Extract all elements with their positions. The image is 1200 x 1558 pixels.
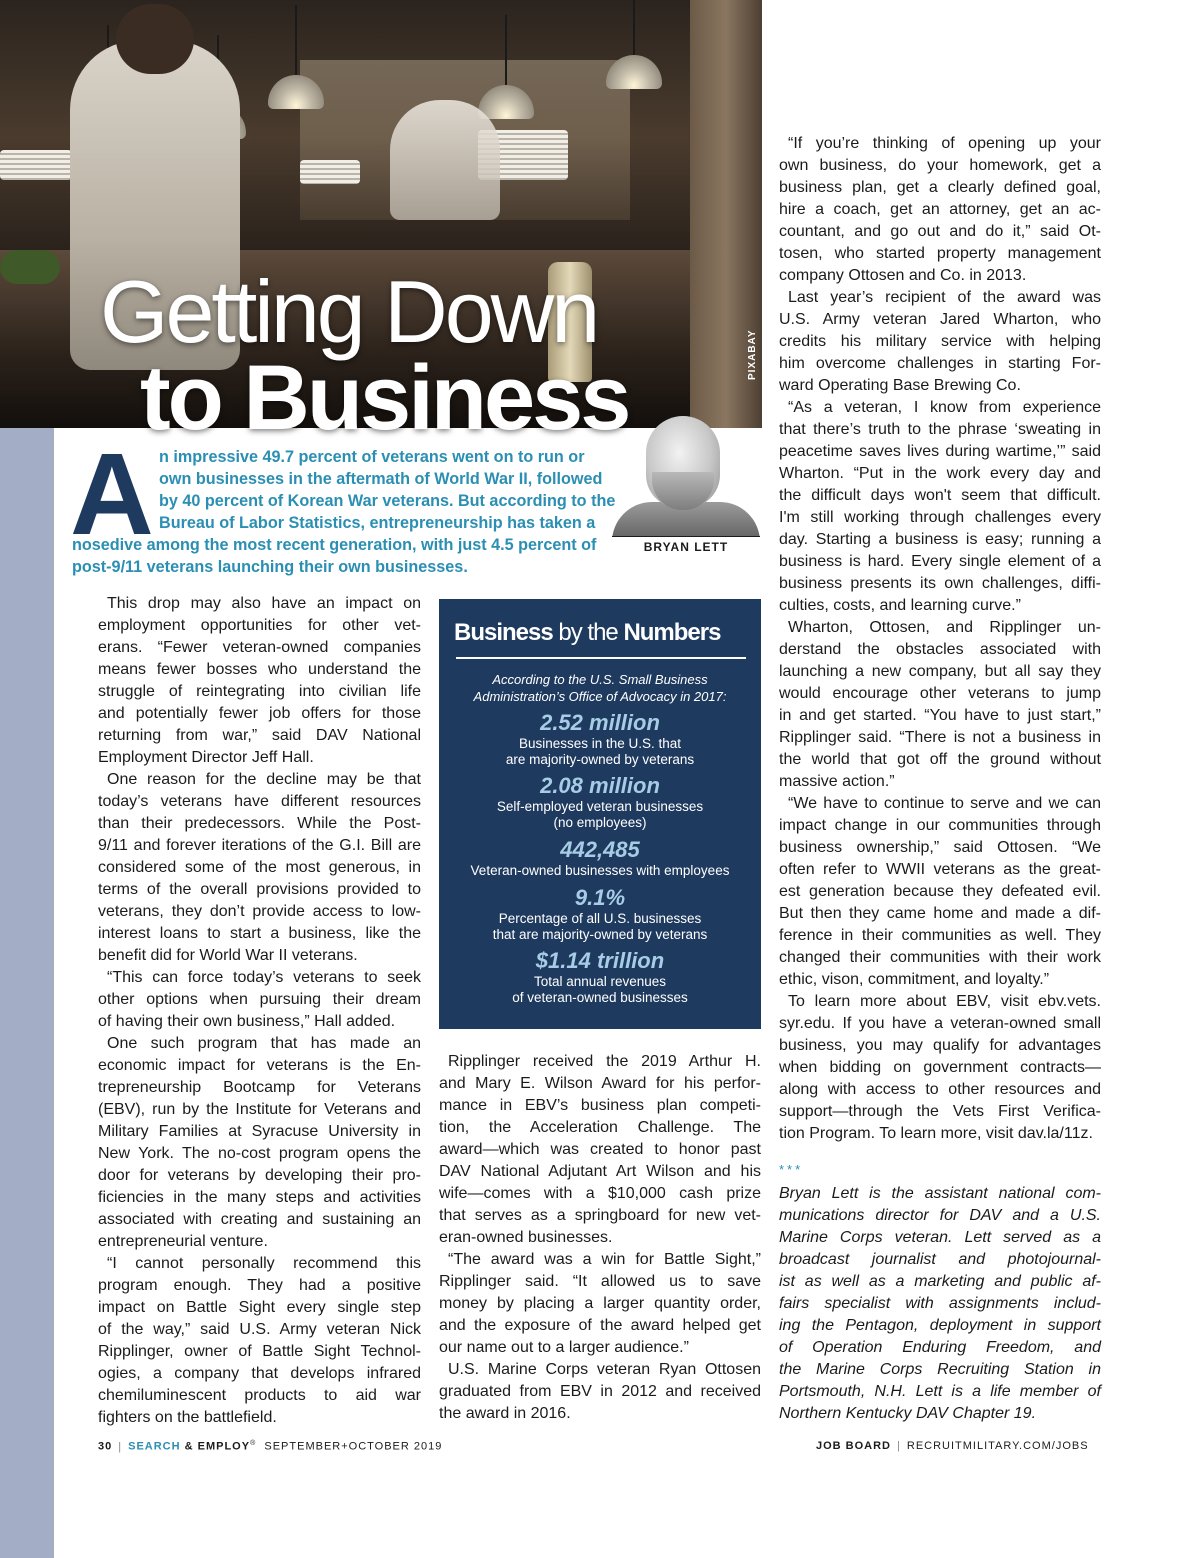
text-line: fighters on the battlefield. xyxy=(98,1409,277,1426)
stat-description: (no employees) xyxy=(553,815,647,830)
text-line: Ripplinger received the 2019 Arthur H. xyxy=(448,1053,761,1070)
job-board-label: JOB BOARD xyxy=(816,1440,892,1452)
stat-value: $1.14 trillion xyxy=(535,948,665,973)
text-line: Portsmouth, N.H. Lett is a life member of xyxy=(779,1383,1101,1400)
text-line: U.S. Marine Corps veteran Ryan Ottosen xyxy=(448,1361,761,1378)
text-line: broadcast journalist and photojournal- xyxy=(779,1251,1101,1268)
text-line: trepreneurship Bootcamp for Veterans xyxy=(98,1079,421,1096)
text-line: fairs specialist with assignments includ- xyxy=(779,1295,1101,1312)
text-line: would encourage other veterans to jump xyxy=(779,685,1101,702)
text-line: New York. The no-cost program opens the xyxy=(98,1145,421,1162)
box-subtitle: Administration’s Office of Advocacy in 2017: xyxy=(473,689,727,704)
author-bio xyxy=(779,1183,1101,1425)
text-line: Wharton, Ottosen, and Ripplinger un- xyxy=(788,619,1101,636)
intro-line: own businesses in the aftermath of World War II, followed xyxy=(159,470,603,488)
drop-cap: A xyxy=(70,429,154,559)
text-line: Military Families at Syracuse University in xyxy=(98,1123,421,1140)
text-line: culties, costs, and learning curve.” xyxy=(779,597,1021,614)
text-line: tosen, who started property management xyxy=(779,245,1101,262)
text-line: along with access to other resources and xyxy=(779,1081,1101,1098)
stat-description: of veteran-owned businesses xyxy=(512,990,688,1005)
text-line: that serves as a springboard for new vet- xyxy=(439,1207,761,1224)
text-line: the difficult days won't seem that difficult. xyxy=(779,487,1101,504)
footer-right: JOB BOARD | RECRUITMILITARY.COM/JOBS xyxy=(816,1440,1089,1452)
intro-line: nosedive among the most recent generation, with just 4.5 percent of xyxy=(72,536,597,554)
text-line: launching a new company, but all say they xyxy=(779,663,1101,680)
text-line: day. Starting a business is easy; running a xyxy=(779,531,1101,548)
footer-url: RECRUITMILITARY.COM/JOBS xyxy=(906,1440,1089,1452)
text-line: business, you may qualify for advantages xyxy=(779,1037,1101,1054)
text-line: ward Operating Base Brewing Co. xyxy=(779,377,1021,394)
text-line: associated with creating and sustaining an xyxy=(98,1211,421,1228)
text-line: peacetime saves lives during wartime,’” said xyxy=(779,443,1101,460)
text-line: the award in 2016. xyxy=(439,1405,571,1422)
text-line: and Mary E. Wilson Award for his perfor- xyxy=(439,1075,761,1092)
issue-date: SEPTEMBER+OCTOBER 2019 xyxy=(264,1440,443,1453)
text-line: erans. “Fewer veteran-owned companies xyxy=(98,639,421,656)
page-number: 30 xyxy=(98,1440,113,1453)
intro-line: by 40 percent of Korean War veterans. But according to the xyxy=(159,492,616,510)
text-line: “I cannot personally recommend this xyxy=(107,1255,421,1272)
text-line: ethic, vison, commitment, and loyalty.” xyxy=(779,971,1050,988)
text-line: returning from war,” said DAV National xyxy=(98,727,421,744)
text-line: munications director for DAV and a U.S. xyxy=(779,1207,1101,1224)
text-line: impact on Battle Sight every single step xyxy=(98,1299,421,1316)
text-line: Ripplinger, owner of Battle Sight Technol- xyxy=(98,1343,421,1360)
article-column-3 xyxy=(779,133,1101,1145)
text-line: wife—comes with a $10,000 cash prize xyxy=(439,1185,761,1202)
text-line: Northern Kentucky DAV Chapter 19. xyxy=(779,1405,1037,1422)
box-divider xyxy=(456,657,746,659)
stat-value: 2.52 million xyxy=(540,710,660,735)
text-line: business plan, get a clearly defined goal, xyxy=(779,179,1101,196)
text-line: ist as well as a marketing and public af- xyxy=(779,1273,1101,1290)
magazine-brand: SEARCH xyxy=(128,1440,181,1453)
stat-description: Self-employed veteran businesses xyxy=(496,799,704,814)
text-line: derstand the obstacles associated with xyxy=(779,641,1101,658)
stat-description: Businesses in the U.S. that xyxy=(518,736,682,751)
text-line: countant, and go out and do it,” said Ot- xyxy=(779,223,1101,240)
text-line: tion Program. To learn more, visit dav.la/11z. xyxy=(779,1125,1093,1142)
text-line: support—through the Vets First Verifica- xyxy=(779,1103,1101,1120)
text-line: 9/11 and forever iterations of the G.I. Bill are xyxy=(98,837,421,854)
stat-description: that are majority-owned by veterans xyxy=(492,927,708,942)
text-line: Marine Corps veteran. Lett served as a xyxy=(779,1229,1101,1246)
text-line: ing the Pentagon, deployment in support xyxy=(779,1317,1101,1334)
text-line: To learn more about EBV, visit ebv.vets. xyxy=(788,993,1101,1010)
text-line: business is hard. Every single element of a xyxy=(779,553,1101,570)
text-line: mance in EBV’s business plan competi- xyxy=(439,1097,761,1114)
intro-line: n impressive 49.7 percent of veterans went on to run or xyxy=(159,448,585,466)
text-line: ference in their communities as well. They xyxy=(779,927,1101,944)
photo-credit: PIXABAY xyxy=(747,329,758,380)
text-line: terms of the overall provisions provided to xyxy=(98,881,421,898)
text-line: ogies, a company that develops infrared xyxy=(98,1365,421,1382)
text-line: tion, the Acceleration Challenge. The xyxy=(439,1119,761,1136)
text-line: door for veterans by developing their pro- xyxy=(98,1167,421,1184)
stat-description: Veteran-owned businesses with employees xyxy=(470,863,730,878)
text-line: award—which was created to honor past xyxy=(439,1141,761,1158)
text-line: of Operation Enduring Freedom, and xyxy=(779,1339,1101,1356)
stat-description: Total annual revenues xyxy=(533,974,667,989)
text-line: him overcome challenges in starting For- xyxy=(779,355,1101,372)
text-line: veterans, they don’t provide access to low- xyxy=(98,903,421,920)
stat-value: 2.08 million xyxy=(540,773,660,798)
text-line: in and get started. “You have to just start,” xyxy=(779,707,1101,724)
section-stars: *** xyxy=(779,1162,804,1177)
text-line: “We have to continue to serve and we can xyxy=(788,795,1101,812)
text-line: Wharton. “Put in the work every day and xyxy=(779,465,1101,482)
stat-value: 9.1% xyxy=(574,885,626,910)
text-line: “The award was a win for Battle Sight,” xyxy=(448,1251,761,1268)
text-line: impact change in our communities through xyxy=(779,817,1101,834)
text-line: Bryan Lett is the assistant national com- xyxy=(779,1185,1101,1202)
text-line: “As a veteran, I know from experience xyxy=(788,399,1101,416)
text-line: hire a coach, get an attorney, get an ac- xyxy=(779,201,1101,218)
text-line: graduated from EBV in 2012 and received xyxy=(439,1383,761,1400)
text-line: employment opportunities for other vet- xyxy=(98,617,421,634)
text-line: chemiluminescent products to aid war xyxy=(98,1387,421,1404)
text-line: entrepreneurial venture. xyxy=(98,1233,268,1250)
text-line: that there’s truth to the phrase ‘sweating in xyxy=(779,421,1101,438)
intro-line: Bureau of Labor Statistics, entrepreneurship has taken a xyxy=(159,514,596,532)
box-title: Business by the Numbers xyxy=(454,619,721,646)
box-subtitle: According to the U.S. Small Business xyxy=(492,672,708,687)
text-line: of the way,” said U.S. Army veteran Nick xyxy=(98,1321,421,1338)
text-line: our name out to a larger audience.” xyxy=(439,1339,689,1356)
text-line: benefit did for World War II veterans. xyxy=(98,947,358,964)
text-line: DAV National Adjutant Art Wilson and his xyxy=(439,1163,761,1180)
text-line: economic impact for veterans is the En- xyxy=(98,1057,421,1074)
text-line: struggle of reintegrating into civilian life xyxy=(98,683,421,700)
text-line: est generation because they defeated evil. xyxy=(779,883,1101,900)
article-column-2 xyxy=(439,1051,761,1425)
text-line: massive action.” xyxy=(779,773,895,790)
text-line: money by placing a larger quantity order, xyxy=(439,1295,761,1312)
headline-line1: Getting Down xyxy=(100,262,598,361)
text-line: “This can force today’s veterans to seek xyxy=(107,969,421,986)
stats-sidebar-box xyxy=(439,599,761,1029)
text-line: own business, do your homework, get a xyxy=(779,157,1101,174)
text-line: today’s veterans have different resources xyxy=(98,793,421,810)
text-line: credits his military service with helping xyxy=(779,333,1101,350)
text-line: Last year’s recipient of the award was xyxy=(788,289,1101,306)
author-portrait xyxy=(612,410,760,536)
stat-description: are majority-owned by veterans xyxy=(505,752,695,767)
text-line: U.S. Army veteran Jared Wharton, who xyxy=(779,311,1101,328)
text-line: means fewer bosses who understand the xyxy=(98,661,421,678)
headline-line2: to Business xyxy=(140,347,629,449)
text-line: eran-owned businesses. xyxy=(439,1229,613,1246)
text-line: considered some of the most generous, in xyxy=(98,859,421,876)
text-line: when bidding on government contracts— xyxy=(779,1059,1101,1076)
text-line: ficiencies in the many steps and activities xyxy=(98,1189,421,1206)
text-line: Ripplinger said. “It allowed us to save xyxy=(439,1273,761,1290)
stat-description: Percentage of all U.S. businesses xyxy=(498,911,702,926)
text-line: Employment Director Jeff Hall. xyxy=(98,749,314,766)
text-line: interest loans to start a business, like the xyxy=(98,925,421,942)
text-line: program enough. They had a positive xyxy=(98,1277,421,1294)
text-line: “If you’re thinking of opening up your xyxy=(788,135,1101,152)
text-line: the world that got off the ground without xyxy=(779,751,1101,768)
intro-line: post-9/11 veterans launching their own businesses. xyxy=(72,558,468,576)
text-line: But then they came home and made a dif- xyxy=(779,905,1101,922)
text-line: often refer to WWII veterans as the great- xyxy=(779,861,1101,878)
text-line: the Marine Corps Recruiting Station in xyxy=(779,1361,1101,1378)
text-line: and the exposure of the award helped get xyxy=(439,1317,761,1334)
text-line: Ripplinger said. “There is not a business in xyxy=(779,729,1101,746)
text-line: syr.edu. If you have a veteran-owned small xyxy=(779,1015,1101,1032)
text-line: and potentially fewer job offers for those xyxy=(98,705,421,722)
text-line: other options when pursuing their dream xyxy=(98,991,421,1008)
text-line: changed their communities with their work xyxy=(779,949,1101,966)
text-line: business presents its own challenges, diffi- xyxy=(779,575,1101,592)
text-line: than their predecessors. While the Post- xyxy=(98,815,421,832)
text-line: One reason for the decline may be that xyxy=(107,771,421,788)
portrait-caption: BRYAN LETT xyxy=(612,536,760,554)
text-line: company Ottosen and Co. in 2013. xyxy=(779,267,1027,284)
text-line: This drop may also have an impact on xyxy=(107,595,421,612)
text-line: (EBV), run by the Institute for Veterans and xyxy=(98,1101,421,1118)
footer-left: 30 | SEARCH & EMPLOY® SEPTEMBER+OCTOBER 2019 xyxy=(98,1440,443,1453)
text-line: of having their own business,” Hall added. xyxy=(98,1013,396,1030)
text-line: business ownership,” said Ottosen. “We xyxy=(779,839,1101,856)
text-line: I'm still working through challenges every xyxy=(779,509,1101,526)
text-line: One such program that has made an xyxy=(107,1035,421,1052)
stat-value: 442,485 xyxy=(560,837,640,862)
article-column-1 xyxy=(98,593,421,1429)
